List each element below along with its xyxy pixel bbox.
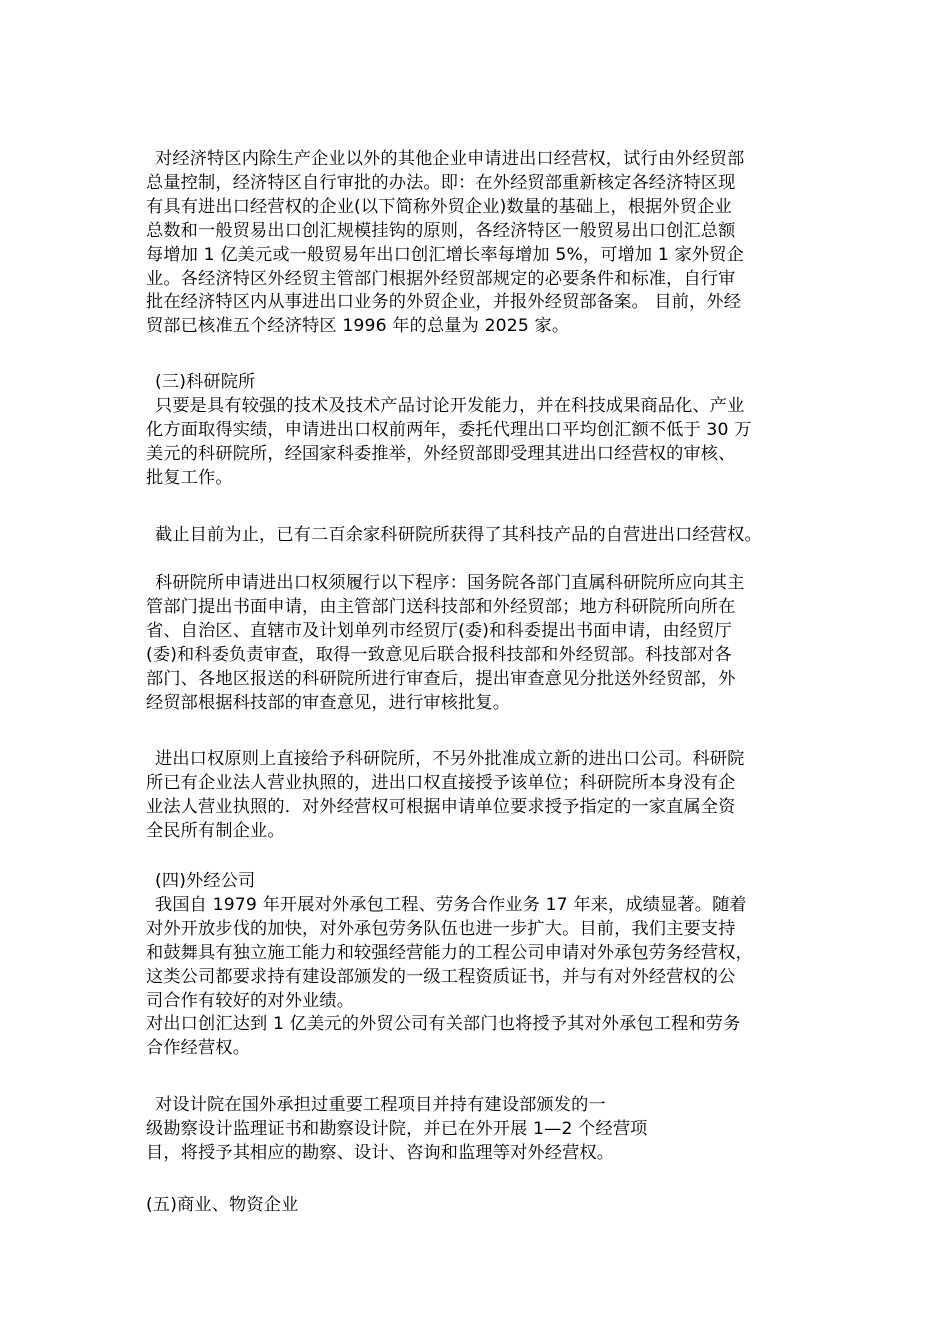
text-line: 业法人营业执照的．对外经营权可根据申请单位要求授予指定的一家直属全资 xyxy=(146,796,736,817)
text-line: 省、自治区、直辖市及计划单列市经贸厅(委)和科委提出书面申请，由经贸厅 xyxy=(146,620,732,641)
text-line: 总数和一般贸易出口创汇规模挂钩的原则，各经济特区一般贸易出口创汇总额 xyxy=(146,220,736,241)
text-line: 对经济特区内除生产企业以外的其他企业申请进出口经营权，试行由外经贸部 xyxy=(155,149,745,169)
text-line: 科研院所申请进出口权须履行以下程序：国务院各部门直属科研院所应向其主 xyxy=(155,573,745,593)
text-line: 管部门提出书面申请，由主管部门送科技部和外经贸部；地方科研院所向所在 xyxy=(146,596,736,617)
section-commerce-materials xyxy=(146,1194,826,1218)
text-line: 我国自 1979 年开展对外承包工程、劳务合作业务 17 年来，成绩显著。随着 xyxy=(155,894,747,915)
text-line: 对出口创汇达到 1 亿美元的外贸公司有关部门也将授予其对外承包工程和劳务 xyxy=(146,1014,741,1035)
text-line: 业。各经济特区外经贸主管部门根据外经贸部规定的必要条件和标准，自行审 xyxy=(146,268,736,289)
text-line: 级勘察设计监理证书和勘察设计院，并已在外开展 1—2 个经营项 xyxy=(146,1118,648,1139)
paragraph-application-procedure xyxy=(146,572,826,715)
text-line: 化方面取得实绩，申请进出口权前两年，委托代理出口平均创汇额不低于 30 万 xyxy=(146,419,752,440)
text-line: 司合作有较好的对外业绩。 xyxy=(146,990,355,1011)
paragraph-institutes-count xyxy=(146,524,826,548)
text-line: 只要是具有较强的技术及技术产品讨论开发能力，并在科技成果商品化、产业 xyxy=(155,395,745,416)
text-line: 批复工作。 xyxy=(146,467,233,488)
text-line: 贸部已核准五个经济特区 1996 年的总量为 2025 家。 xyxy=(146,316,570,337)
text-line: 每增加 1 亿美元或一般贸易年出口创汇增长率每增加 5%，可增加 1 家外贸企 xyxy=(146,244,744,265)
text-line: 有具有进出口经营权的企业(以下简称外贸企业)数量的基础上，根据外贸企业 xyxy=(146,196,732,217)
text-line: 目，将授予其相应的勘察、设计、咨询和监理等对外经营权。 xyxy=(146,1142,615,1163)
section-heading: (五)商业、物资企业 xyxy=(146,1195,299,1215)
text-line: 总量控制，经济特区自行审批的办法。即：在外经贸部重新核定各经济特区现 xyxy=(146,172,736,193)
paragraph-special-zone-enterprises xyxy=(146,148,826,339)
text-line: 经贸部根据科技部的审查意见，进行审核批复。 xyxy=(146,692,511,713)
section-foreign-economic-companies xyxy=(146,870,826,1061)
text-line: 美元的科研院所，经国家科委推举，外经贸部即受理其进出口经营权的审核、 xyxy=(146,443,736,464)
text-line: 截止目前为止，已有二百余家科研院所获得了其科技产品的自营进出口经营权。 xyxy=(155,525,762,545)
text-line: 批在经济特区内从事进出口业务的外贸企业，并报外经贸部备案。 目前，外经 xyxy=(146,292,742,313)
text-line: (委)和科委负责审查，取得一致意见后联合报科技部和外经贸部。科技部对各 xyxy=(146,644,732,665)
paragraph-export-rights-principle xyxy=(146,748,826,844)
section-heading: (三)科研院所 xyxy=(155,372,256,392)
text-line: 部门、各地区报送的科研院所进行审查后，提出审查意见分批送外经贸部，外 xyxy=(146,668,736,689)
text-line: 全民所有制企业。 xyxy=(146,820,285,841)
text-line: 合作经营权。 xyxy=(146,1038,251,1059)
text-line: 这类公司都要求持有建设部颁发的一级工程资质证书，并与有对外经营权的公 xyxy=(146,966,736,987)
text-line: 对设计院在国外承担过重要工程项目并持有建设部颁发的一 xyxy=(155,1095,606,1115)
paragraph-design-institutes xyxy=(146,1094,826,1166)
text-line: 和鼓舞具有独立施工能力和较强经营能力的工程公司申请对外承包劳务经营权， xyxy=(146,942,753,963)
section-heading: (四)外经公司 xyxy=(155,871,256,891)
text-line: 对外开放步伐的加快，对外承包劳务队伍也进一步扩大。目前，我们主要支持 xyxy=(146,918,736,939)
text-line: 进出口权原则上直接给予科研院所，不另外批准成立新的进出口公司。科研院 xyxy=(155,749,745,769)
text-line: 所已有企业法人营业执照的，进出口权直接授予该单位；科研院所本身没有企 xyxy=(146,772,736,793)
section-research-institutes xyxy=(146,371,826,491)
